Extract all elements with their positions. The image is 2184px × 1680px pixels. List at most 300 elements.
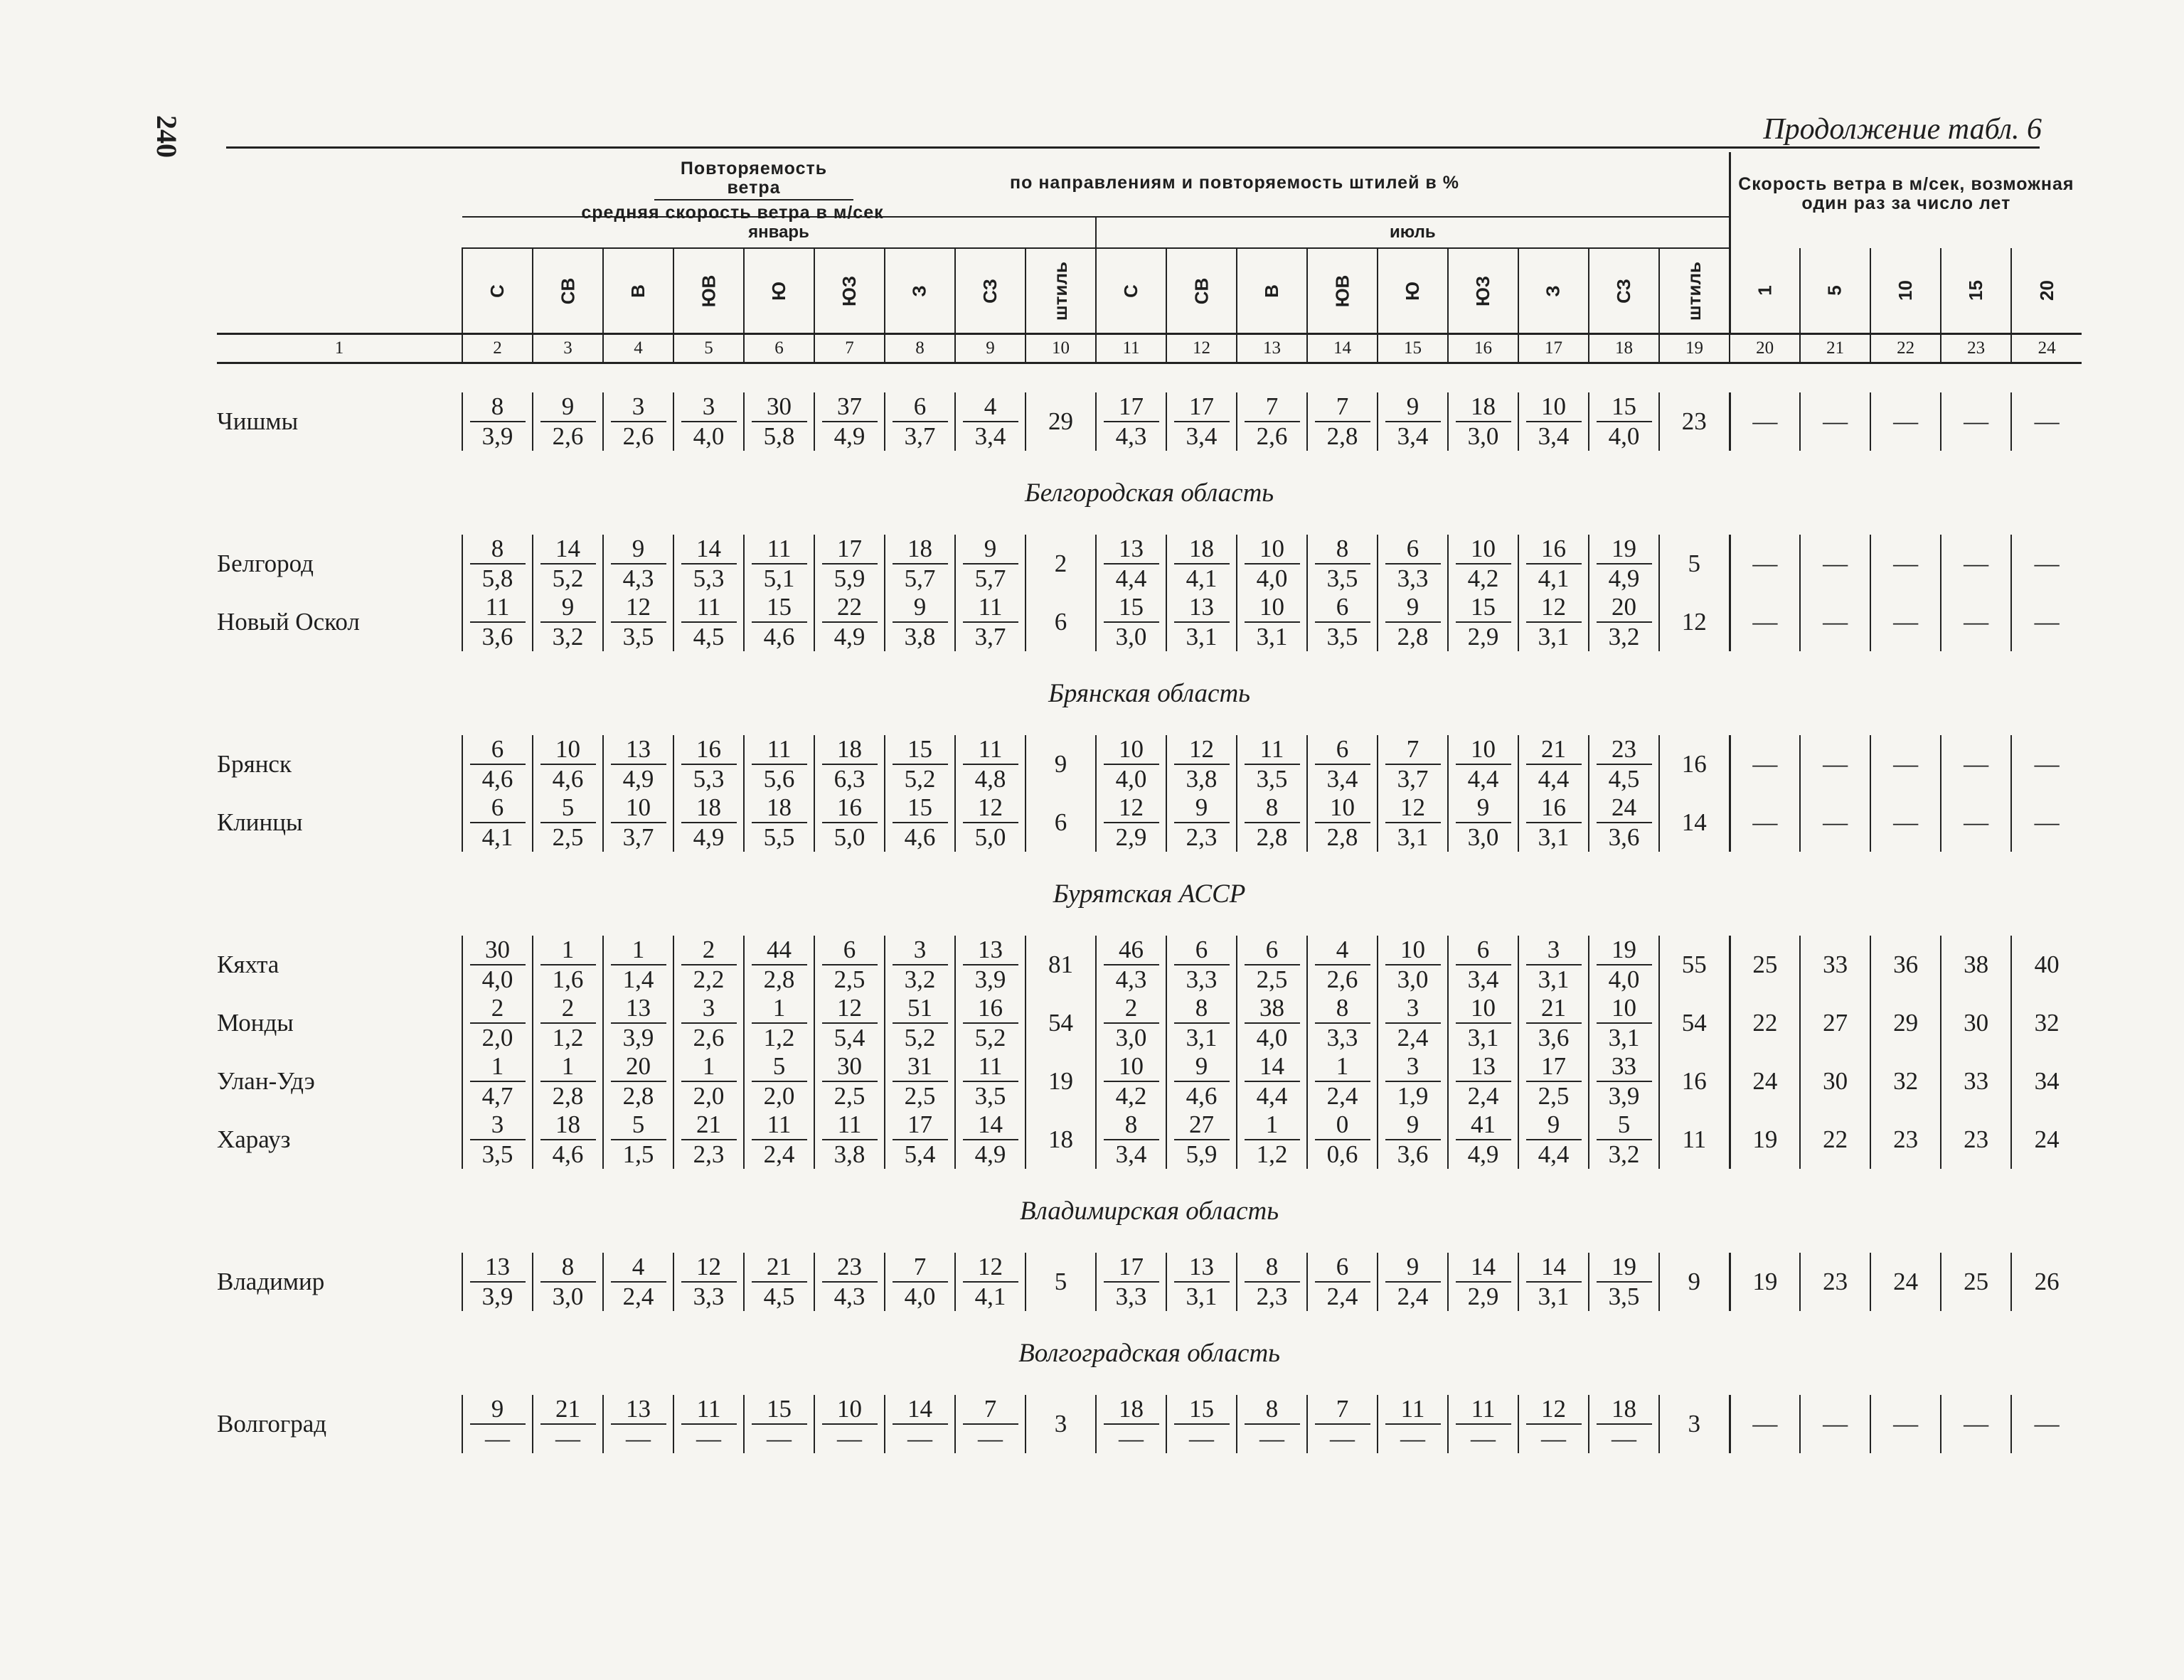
speed-value: 4,1: [1538, 565, 1570, 592]
frequency-value: 21: [540, 1395, 596, 1425]
max-speed-value: —: [2011, 793, 2082, 852]
speed-value: 4,9: [974, 1140, 1006, 1168]
direction-label: В: [1261, 284, 1282, 298]
frequency-value: 10: [1104, 1052, 1159, 1082]
speed-value: 4,9: [622, 765, 654, 793]
station-name: Новый Оскол: [217, 608, 360, 636]
frequency-value: 33: [1597, 1052, 1652, 1082]
wind-cell: [1237, 1395, 1307, 1453]
frequency-value: 6: [470, 793, 526, 823]
frequency-value: 15: [1597, 392, 1652, 422]
region-row: [217, 852, 2082, 936]
wind-cell: [1237, 1111, 1307, 1169]
max-speed-value: 24: [1730, 1052, 1800, 1111]
wind-cell: [814, 793, 885, 852]
wind-fraction: [822, 535, 878, 593]
speed-value: 5,3: [693, 565, 725, 592]
wind-fraction: [752, 1111, 807, 1169]
max-speed-value: 23: [1941, 1111, 2011, 1169]
frequency-value: 7: [963, 1395, 1018, 1425]
wind-fraction: [1315, 593, 1370, 651]
wind-fraction: [1456, 535, 1511, 593]
spacer-row: [217, 363, 2082, 393]
wind-cell: [814, 593, 885, 651]
frequency-value: 7: [1385, 735, 1441, 765]
max-speed-value: 19: [1730, 1253, 1800, 1311]
speed-value: 5,2: [552, 565, 584, 592]
wind-fraction: [1104, 994, 1159, 1052]
speed-value: 2,5: [1256, 965, 1288, 993]
wind-cell: [1307, 735, 1378, 793]
speed-value: 2,6: [622, 422, 654, 450]
wind-cell: [1518, 735, 1589, 793]
wind-fraction: [1245, 1253, 1300, 1311]
speed-value: 4,6: [1186, 1082, 1218, 1110]
wind-cell: [744, 793, 814, 852]
frequency-value: 20: [1597, 593, 1652, 623]
frequency-value: 17: [1104, 1253, 1159, 1283]
wind-fraction: [1104, 392, 1159, 451]
wind-fraction: [1526, 535, 1582, 593]
calm-value: 11: [1659, 1111, 1730, 1169]
wind-cell: [955, 593, 1026, 651]
frequency-value: 12: [963, 1253, 1018, 1283]
speed-value: 3,9: [622, 1024, 654, 1052]
legend-text: по направлениям и повторяемость штилей в %: [1010, 173, 1459, 193]
frequency-value: 11: [1385, 1395, 1441, 1425]
july-header: июль: [1096, 217, 1730, 248]
calm-value: 3: [1659, 1395, 1730, 1453]
wind-cell: [1166, 1395, 1237, 1453]
wind-cell: [1378, 392, 1448, 451]
frequency-value: 18: [822, 735, 878, 765]
wind-cell: [1518, 936, 1589, 994]
speed-value: —: [1400, 1425, 1425, 1452]
station-name: Улан-Удэ: [217, 1067, 315, 1095]
speed-value: 3,9: [1608, 1082, 1640, 1110]
frequency-value: 18: [540, 1111, 596, 1140]
wind-fraction: [1245, 1052, 1300, 1111]
frequency-value: 1: [540, 936, 596, 965]
wind-fraction: [822, 936, 878, 994]
speed-value: 3,8: [904, 623, 936, 651]
wind-fraction: [1245, 936, 1300, 994]
calm-value: 14: [1659, 793, 1730, 852]
wind-cell: [673, 1253, 744, 1311]
frequency-value: 3: [611, 392, 666, 422]
frequency-value: 10: [1456, 994, 1511, 1024]
wind-fraction: [470, 593, 526, 651]
wind-fraction: [822, 994, 878, 1052]
speed-value: 2,8: [1326, 422, 1358, 450]
wind-cell: [1166, 535, 1237, 593]
wind-cell: [603, 793, 673, 852]
column-number: 20: [1730, 334, 1800, 363]
frequency-value: 1: [611, 936, 666, 965]
speed-value: 5,6: [763, 765, 795, 793]
speed-value: 2,8: [1326, 823, 1358, 851]
direction-header: [1659, 248, 1730, 334]
frequency-value: 4: [963, 392, 1018, 422]
speed-value: —: [696, 1425, 721, 1452]
wind-fraction: [1526, 1253, 1582, 1311]
speed-value: 3,4: [1115, 1140, 1147, 1168]
speed-value: 4,6: [904, 823, 936, 851]
direction-header: [462, 248, 533, 334]
wind-cell: [885, 1253, 955, 1311]
wind-fraction: [1597, 793, 1652, 852]
speed-value: 3,1: [1186, 1024, 1218, 1052]
speed-value: 2,4: [1397, 1283, 1429, 1310]
speed-value: 3,2: [552, 623, 584, 651]
direction-label: С: [1120, 284, 1141, 298]
speed-value: 2,8: [1256, 823, 1288, 851]
speed-value: 2,8: [622, 1082, 654, 1110]
frequency-value: 30: [470, 936, 526, 965]
wind-cell: [1518, 1111, 1589, 1169]
speed-value: 3,2: [1608, 623, 1640, 651]
speed-value: 3,3: [693, 1283, 725, 1310]
frequency-value: 15: [1174, 1395, 1230, 1425]
column-number: 17: [1518, 334, 1589, 363]
speed-value: —: [978, 1425, 1003, 1452]
max-speed-value: —: [1800, 392, 1870, 451]
speed-value: 4,4: [1256, 1082, 1288, 1110]
wind-cell: [603, 936, 673, 994]
max-speed-value: 23: [1870, 1111, 1941, 1169]
calm-value: 9: [1659, 1253, 1730, 1311]
frequency-value: 8: [1245, 1395, 1300, 1425]
max-speed-value: 22: [1730, 994, 1800, 1052]
speed-value: 3,1: [1256, 623, 1288, 651]
wind-cell: [1448, 535, 1518, 593]
wind-fraction: [752, 1052, 807, 1111]
frequency-value: 12: [1385, 793, 1441, 823]
years-label: 15: [1965, 280, 1987, 301]
max-speed-value: —: [1730, 535, 1800, 593]
frequency-value: 10: [540, 735, 596, 765]
max-speed-value: —: [1800, 535, 1870, 593]
max-speed-value: 32: [2011, 994, 2082, 1052]
max-speed-value: 27: [1800, 994, 1870, 1052]
wind-fraction: [1597, 392, 1652, 451]
wind-cell: [885, 936, 955, 994]
direction-label: ЮЗ: [838, 275, 860, 306]
frequency-value: 46: [1104, 936, 1159, 965]
wind-cell: [603, 535, 673, 593]
wind-fraction: [1385, 392, 1441, 451]
speed-value: 3,4: [1397, 422, 1429, 450]
frequency-value: 1: [470, 1052, 526, 1082]
speed-value: 2,5: [904, 1082, 936, 1110]
frequency-value: 11: [963, 1052, 1018, 1082]
speed-value: 4,5: [1608, 765, 1640, 793]
frequency-value: 21: [1526, 735, 1582, 765]
wind-cell: [1378, 994, 1448, 1052]
wind-fraction: [1526, 936, 1582, 994]
calm-value: 6: [1026, 793, 1096, 852]
wind-fraction: [1174, 593, 1230, 651]
direction-label: ЮЗ: [1471, 275, 1493, 306]
frequency-value: 18: [1456, 392, 1511, 422]
wind-fraction: [681, 1111, 737, 1169]
wind-cell: [1237, 535, 1307, 593]
frequency-value: 13: [611, 994, 666, 1024]
direction-header: [1026, 248, 1096, 334]
wind-fraction: [681, 936, 737, 994]
wind-fraction: [1597, 1253, 1652, 1311]
wind-cell: [1589, 1395, 1659, 1453]
wind-cell: [885, 392, 955, 451]
years-label: 20: [2035, 280, 2057, 301]
frequency-value: 13: [611, 1395, 666, 1425]
frequency-value: 2: [470, 994, 526, 1024]
frequency-value: 11: [963, 593, 1018, 623]
wind-fraction: [540, 535, 596, 593]
speed-value: 2,6: [1256, 422, 1288, 450]
wind-fraction: [893, 593, 948, 651]
wind-fraction: [1597, 593, 1652, 651]
frequency-value: 11: [1245, 735, 1300, 765]
speed-value: 3,7: [1397, 765, 1429, 793]
frequency-value: 15: [752, 593, 807, 623]
calm-value: 18: [1026, 1111, 1096, 1169]
speed-value: 4,0: [1115, 765, 1147, 793]
speed-value: 3,1: [1186, 623, 1218, 651]
frequency-value: 5: [752, 1052, 807, 1082]
column-number: 4: [603, 334, 673, 363]
wind-fraction: [752, 593, 807, 651]
speed-value: 2,4: [1326, 1082, 1358, 1110]
wind-fraction: [611, 1111, 666, 1169]
frequency-value: 8: [1315, 535, 1370, 565]
wind-fraction: [470, 1253, 526, 1311]
max-speed-value: —: [1941, 392, 2011, 451]
frequency-value: 4: [1315, 936, 1370, 965]
max-speed-value: —: [1800, 793, 1870, 852]
frequency-value: 9: [540, 593, 596, 623]
frequency-value: 13: [470, 1253, 526, 1283]
column-number: 2: [462, 334, 533, 363]
frequency-value: 14: [893, 1395, 948, 1425]
frequency-value: 8: [1174, 994, 1230, 1024]
frequency-value: 27: [1174, 1111, 1230, 1140]
wind-cell: [1307, 793, 1378, 852]
max-speed-value: 30: [1941, 994, 2011, 1052]
speed-value: 5,7: [904, 565, 936, 592]
direction-header: [1307, 248, 1378, 334]
wind-fraction: [611, 994, 666, 1052]
frequency-value: 9: [963, 535, 1018, 565]
speed-value: 2,4: [1397, 1024, 1429, 1052]
speed-value: 4,6: [552, 1140, 584, 1168]
wind-fraction: [1315, 392, 1370, 451]
speed-value: 3,8: [833, 1140, 865, 1168]
station-row: [217, 392, 2082, 451]
wind-cell: [814, 1253, 885, 1311]
wind-fraction: [893, 735, 948, 793]
wind-fraction: [681, 593, 737, 651]
frequency-value: 6: [1174, 936, 1230, 965]
wind-cell: [533, 593, 603, 651]
column-number: 12: [1166, 334, 1237, 363]
frequency-value: 12: [822, 994, 878, 1024]
wind-fraction: [963, 994, 1018, 1052]
frequency-value: 17: [822, 535, 878, 565]
max-speed-value: —: [1870, 593, 1941, 651]
wind-cell: [885, 793, 955, 852]
wind-cell: [673, 735, 744, 793]
wind-cell: [1589, 1253, 1659, 1311]
frequency-value: 18: [1174, 535, 1230, 565]
wind-fraction: [1245, 593, 1300, 651]
wind-cell: [603, 735, 673, 793]
column-number: 1: [217, 334, 462, 363]
wind-cell: [1378, 735, 1448, 793]
frequency-value: 9: [1174, 1052, 1230, 1082]
station-name: Клинцы: [217, 808, 303, 836]
frequency-value: 12: [1526, 1395, 1582, 1425]
wind-fraction: [1597, 735, 1652, 793]
station-name: Харауз: [217, 1125, 291, 1153]
wind-fraction: [1245, 1111, 1300, 1169]
wind-cell: [462, 735, 533, 793]
speed-value: 3,5: [1326, 565, 1358, 592]
speed-value: 5,9: [1186, 1140, 1218, 1168]
direction-label: З: [908, 284, 930, 297]
wind-fraction: [752, 392, 807, 451]
wind-cell: [462, 994, 533, 1052]
wind-fraction: [822, 793, 878, 852]
wind-fraction: [470, 392, 526, 451]
speed-value: 5,2: [904, 765, 936, 793]
speed-value: 2,4: [1467, 1082, 1499, 1110]
speed-value: 3,2: [1608, 1140, 1640, 1168]
frequency-value: 14: [963, 1111, 1018, 1140]
wind-fraction: [1104, 1253, 1159, 1311]
frequency-value: 15: [752, 1395, 807, 1425]
wind-cell: [603, 994, 673, 1052]
wind-cell: [462, 1111, 533, 1169]
speed-value: 3,1: [1186, 1283, 1218, 1310]
speed-value: 4,0: [481, 965, 513, 993]
speed-value: 2,3: [1256, 1283, 1288, 1310]
frequency-value: 1: [681, 1052, 737, 1082]
frequency-value: 6: [822, 936, 878, 965]
speed-value: 3,7: [622, 823, 654, 851]
wind-fraction: [893, 1111, 948, 1169]
speed-value: 3,6: [1538, 1024, 1570, 1052]
speed-value: 4,5: [763, 1283, 795, 1310]
speed-value: 3,9: [481, 422, 513, 450]
frequency-value: 10: [1456, 535, 1511, 565]
speed-value: 3,0: [552, 1283, 584, 1310]
frequency-value: 9: [893, 593, 948, 623]
frequency-value: 16: [1526, 535, 1582, 565]
frequency-value: 10: [1315, 793, 1370, 823]
speed-value: —: [1612, 1425, 1636, 1452]
direction-label: штиль: [1683, 261, 1705, 321]
wind-fraction: [470, 535, 526, 593]
direction-label: Ю: [1402, 281, 1423, 301]
wind-cell: [1096, 1052, 1166, 1111]
speed-value: 4,9: [1467, 1140, 1499, 1168]
wind-fraction: [1526, 593, 1582, 651]
max-speed-value: —: [2011, 735, 2082, 793]
speed-value: 2,5: [833, 965, 865, 993]
wind-fraction: [893, 535, 948, 593]
wind-fraction: [1385, 1395, 1441, 1453]
speed-value: 4,0: [1608, 965, 1640, 993]
speed-value: 4,9: [1608, 565, 1640, 592]
wind-cell: [1096, 1111, 1166, 1169]
frequency-value: 30: [752, 392, 807, 422]
speed-value: —: [485, 1425, 510, 1452]
wind-fraction: [822, 392, 878, 451]
frequency-value: 17: [1174, 392, 1230, 422]
years-label: 1: [1754, 285, 1776, 296]
wind-fraction: [1456, 994, 1511, 1052]
speed-value: 3,6: [1397, 1140, 1429, 1168]
wind-cell: [1518, 1052, 1589, 1111]
speed-value: 4,3: [622, 565, 654, 592]
wind-fraction: [470, 1111, 526, 1169]
wind-cell: [1307, 936, 1378, 994]
speed-value: 2,4: [1326, 1283, 1358, 1310]
wind-cell: [1448, 793, 1518, 852]
wind-fraction: [963, 593, 1018, 651]
frequency-value: 37: [822, 392, 878, 422]
wind-fraction: [963, 793, 1018, 852]
speed-value: —: [626, 1425, 651, 1452]
speed-value: 4,0: [1256, 565, 1288, 592]
wind-fraction: [1315, 1395, 1370, 1453]
wind-fraction: [822, 1111, 878, 1169]
wind-cell: [955, 535, 1026, 593]
frequency-value: 1: [1315, 1052, 1370, 1082]
wind-fraction: [470, 994, 526, 1052]
wind-fraction: [1174, 1395, 1230, 1453]
wind-fraction: [1174, 1253, 1230, 1311]
frequency-value: 3: [681, 994, 737, 1024]
wind-fraction: [822, 1395, 878, 1453]
wind-fraction: [1456, 1253, 1511, 1311]
wind-cell: [603, 1253, 673, 1311]
speed-value: 4,4: [1467, 765, 1499, 793]
max-speed-value: 24: [2011, 1111, 2082, 1169]
wind-fraction: [963, 535, 1018, 593]
station-name: Владимир: [217, 1268, 325, 1295]
column-number: 14: [1307, 334, 1378, 363]
frequency-value: 7: [1315, 392, 1370, 422]
wind-cell: [1096, 392, 1166, 451]
wind-cell: [744, 1052, 814, 1111]
frequency-value: 3: [1385, 1052, 1441, 1082]
direction-label: СЗ: [979, 278, 1001, 304]
speed-value: 2,8: [552, 1082, 584, 1110]
wind-fraction: [1456, 1111, 1511, 1169]
frequency-value: 18: [752, 793, 807, 823]
calm-value: 54: [1659, 994, 1730, 1052]
years-label: 5: [1824, 285, 1846, 296]
wind-cell: [1237, 793, 1307, 852]
wind-fraction: [1385, 936, 1441, 994]
frequency-value: 16: [1526, 793, 1582, 823]
wind-fraction: [1315, 1052, 1370, 1111]
wind-fraction: [1104, 793, 1159, 852]
wind-fraction: [893, 936, 948, 994]
wind-cell: [673, 1111, 744, 1169]
